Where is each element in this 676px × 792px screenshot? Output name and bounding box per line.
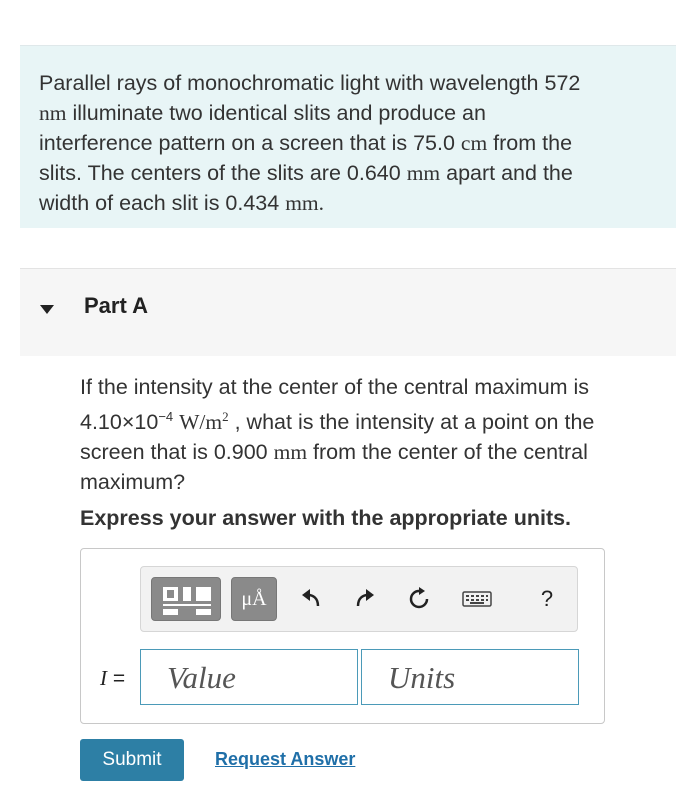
help-button[interactable] <box>529 577 565 621</box>
reset-button[interactable] <box>401 577 437 621</box>
templates-button[interactable] <box>151 577 221 621</box>
keyboard-button[interactable] <box>459 577 495 621</box>
unit-mm: mm <box>273 440 308 465</box>
question-text: If the intensity at the center of the central maximum is $4.10\times 10^{-4}$ $W/m^2$ , what is the intensity at a point on the screen that is 0.900 mm from the center of the central maximum? <box>80 375 595 495</box>
unit-nm: nm <box>39 101 67 125</box>
request-answer-link[interactable]: Request Answer <box>215 749 356 769</box>
math-toolbar <box>140 566 578 632</box>
redo-button[interactable] <box>347 577 383 621</box>
part-title: Part A <box>84 293 148 318</box>
keyboard-icon <box>462 589 492 609</box>
problem-statement <box>20 45 676 228</box>
answer-instruction: Express your answer with the appropriate units. <box>80 506 572 530</box>
value-input[interactable]: Value <box>140 649 358 705</box>
reset-icon <box>407 587 431 611</box>
unit-mm: mm <box>285 191 319 215</box>
undo-button[interactable] <box>293 577 329 621</box>
unit-cm: cm <box>460 131 488 155</box>
help-icon: ? <box>540 586 554 611</box>
units-button[interactable]: μÅ <box>231 577 277 621</box>
redo-icon <box>354 588 376 610</box>
units-input[interactable]: Units <box>361 649 579 705</box>
answer-label: I = <box>100 666 126 690</box>
submit-button[interactable]: Submit <box>80 739 184 781</box>
part-a-header[interactable] <box>20 268 676 356</box>
undo-icon <box>300 588 322 610</box>
unit-w-per-m2: W/m <box>179 410 223 435</box>
templates-icon <box>152 578 222 622</box>
unit-mm: mm <box>406 161 441 185</box>
answer-panel <box>80 548 605 724</box>
problem-text: Parallel rays of monochromatic light with wavelength 572 nm illuminate two identical slits and produce an interference pattern on a screen that is 75.0 cm from the slits. The centers of the slits are 0.640 mm apart and the width of each slit is 0.434 mm. <box>39 71 581 215</box>
caret-down-icon[interactable] <box>40 305 54 314</box>
intensity-value: 4.10×10 <box>80 410 159 435</box>
